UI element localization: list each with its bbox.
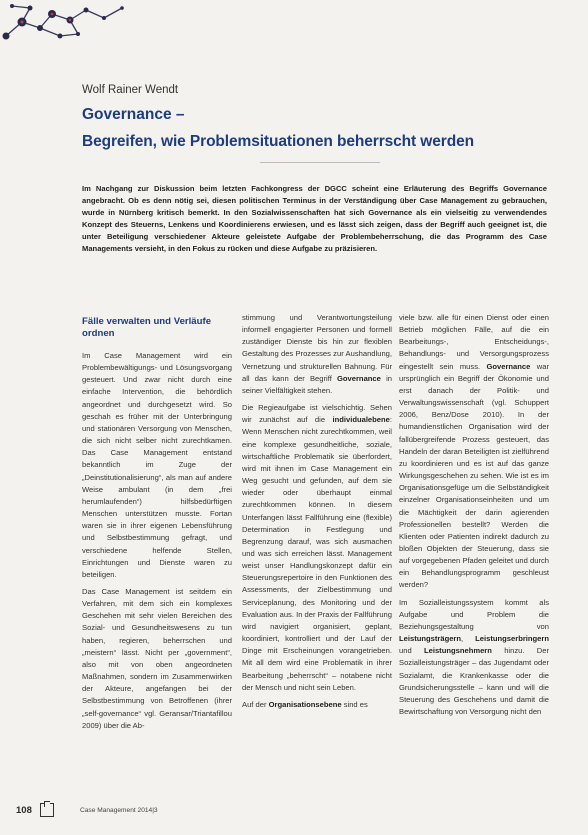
article-title-line-2: Begreifen, wie Problemsituationen beherrscht werden [82, 133, 474, 150]
journal-name: Case Management 2014|3 [80, 807, 158, 814]
section-heading: Fälle verwalten und Verläufe ordnen [82, 316, 212, 339]
journal-logo-icon [40, 803, 54, 817]
paragraph: Auf der Organisationsebene sind es [242, 699, 368, 709]
text-column-2 [242, 312, 392, 716]
title-divider [260, 162, 380, 163]
text-column-1 [82, 316, 232, 737]
molecule-network-icon [0, 0, 130, 48]
page-number: 108 [16, 805, 32, 816]
lead-paragraph: Im Nachgang zur Diskussion beim letzten Fachkongress der DGCC scheint eine Erläuterung des Begriffs Governance angebracht. Ob es denn nötig sei, diesen politischen Terminus in der Verständigung über Case Management zu gebrauchen, wurde in Nürnberg kritisch bemerkt. In den Sozialwissenschaften hat sich Governance als ein vielseitig zu verwendendes Konzept des Steuerns, Lenkens und Koordinierens erwiesen, und es lässt sich zeigen, dass der Begriff auch geeignet ist, die unter Beteiligung verschiedener Akteure geleistete Aufgabe der Problembeherrschung, die das Programm des Case Managements versieht, in den Fokus zu rücken und diese Aufgabe zu präzisieren. [82, 184, 547, 254]
page-footer [14, 803, 574, 823]
author-name: Wolf Rainer Wendt [82, 84, 179, 96]
text-column-3 [399, 312, 549, 723]
paragraph: Im Case Management wird ein Problembewältigungs- und Lösungsvorgang gesteuert. Und zwar nicht durch eine einfache Intervention, die behördlich angeordnet und durchgesetzt wird. So geschah es früher mit der Unterbringung und stationären Versorgung von Menschen, die sich nicht selber nicht zurechtkamen. Das Case Management entstand bekanntlich im Zuge der „Deinstitutionalisierung“, als man auf andere Weise ambulant (in dem „frei herumlaufenden“) hilfsbedürftigen Menschen unterstützen musste. Fortan waren sie in ihrer eigenen Lebensführung und Selbstbestimmung gefragt, und verschiedene helfende Stellen, Einrichtungen und Dienste waren zu beteiligen. [82, 351, 232, 579]
paragraph: stimmung und Verantwortungsteilung informell engagierter Personen und formell zuständiger Dienste bis hin zur flexiblen Gestaltung des Prozesses zur Aushandlung, Vernetzung und strukturellen Bahnung. Für all das kann der Begriff Governance in seiner Vielfältigkeit stehen. [242, 313, 392, 395]
paragraph: viele bzw. alle für einen Dienst oder einen Betrieb möglichen Fälle, auf die ein Bearbeitungs-, Entscheidungs-, Behandlungs- und Versorgungsprozess eingestellt sein muss. Governance war ursprünglich ein Begriff der Ökonomie und erst danach der Politik- und Verwaltungswissenschaft (vgl. Schuppert 2006, Benz/Dose 2010). In der humandienstlichen Organisation wird der fallübergreifende Prozess gesteuert, das Handeln der daran Beteiligten ist zielführend zu koordinieren und es ist auf das ganze Wirkungsgeschehen zu sehen. Wie ist es im Organisationsgefüge um die Selbständigkeit einzelner Organisationseinheiten und um die Mächtigkeit der darin agierenden Professionellen bestellt? Werden die Klienten oder Patienten indirekt dadurch zu bloßen Objekten der Steuerung, dass sie auf vorgegebenen Pfaden geleitet und durch ein Behandlungsprogramm geschleust werden? [399, 313, 549, 590]
paragraph: Das Case Management ist seitdem ein Verfahren, mit dem sich ein komplexes Geschehen mit sehr vielen Bereichen des Sozial- und Gesundheitswesens zu tun haben, regieren, beherrschen und „meistern“ lässt. Nicht per „government“, also mit von oben angeordneten Maßnahmen, sondern im Zusammenwirken der Akteure, angefangen bei der Selbstbestimmung von Betroffenen (ihrer „self-governance“ vgl. Geransar/Triantafillou 2009) über die Ab- [82, 586, 232, 730]
article-title-line-1: Governance – [82, 106, 185, 123]
paragraph: Die Regieaufgabe ist vielschichtig. Sehen wir zunächst auf die individualebene: Wenn Menschen nicht zurechtkommen, weil eine komplexe gesundheitliche, soziale, wirtschaftliche Problematik sie überfordert, wird mit ihnen im Case Management ein Weg gesucht und gefunden, auf dem sie wieder oder überhaupt einmal zurechtkommen können. In diesem Unterfangen lässt Fallführung eine (flexible) Determination in Festlegung und Begrenzung darauf, was sich ausmachen und was sich erreichen lässt. Management weist unser Handlungskonzept dafür ein Steuerungsrepertoire in den Funktionen des Assessments, der Zielbestimmung und Serviceplanung, des Monitoring und der Evaluation aus. In der Praxis der Fallführung wird navigiert organisiert, geplant, koordiniert, kontrolliert und der Lauf der Dinge mit Erscheinungen vorangetrieben. Mit all dem wird eine Problematik in ihrer Bearbeitung „beherrscht“ – notabene nicht der Mensch und nicht sein Leben. [242, 403, 392, 692]
paragraph: Im Sozialleistungssystem kommt als Aufgabe und Problem die Beziehungsgestaltung von Leistungsträgern, Leistungserbringern und Leistungsnehmern hinzu. Der Sozialleistungsträger – das Jugendamt oder Sozialamt, die Krankenkasse oder die Grundsicherungsstelle – kann und will die Steuerung des Geschehens und damit die Bewirtschaftung von Versorgung nicht den [399, 597, 549, 716]
